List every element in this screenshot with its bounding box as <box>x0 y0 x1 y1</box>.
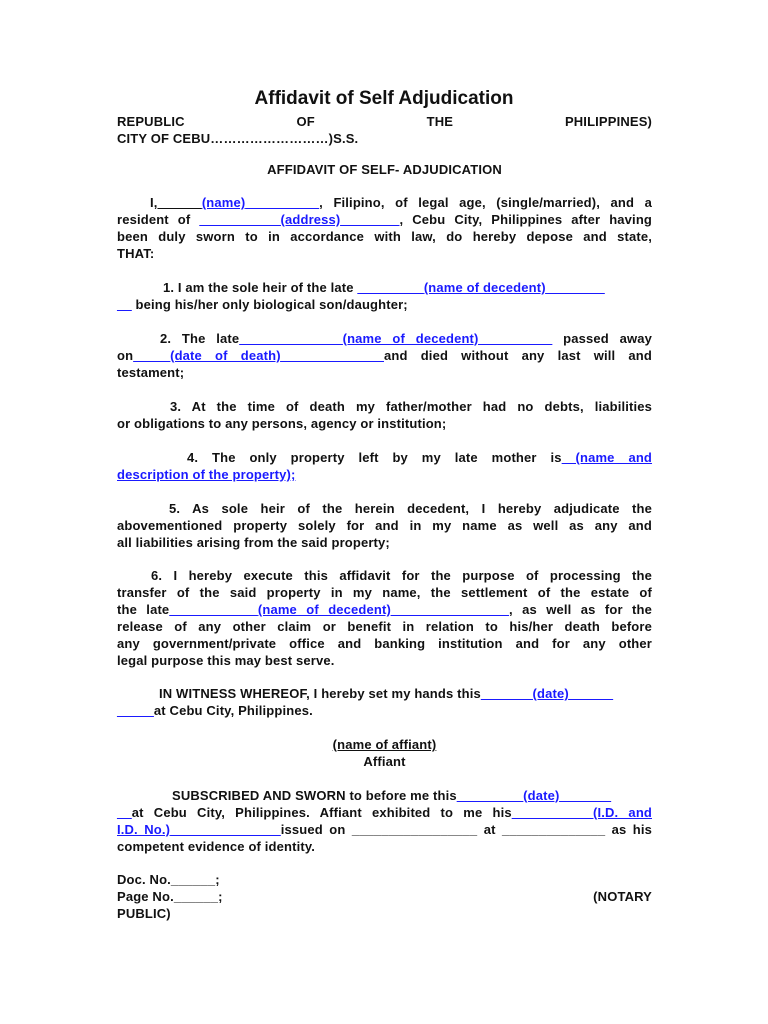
notary-label: (NOTARY <box>593 889 652 904</box>
decedent-fill: (name of decedent) <box>423 280 546 295</box>
date-of-death-fill: (date of death) <box>170 348 281 363</box>
address-fill: (address) <box>280 212 341 227</box>
page-no: Page No.______; <box>117 889 223 904</box>
name-fill: (name) <box>201 195 246 210</box>
decedent-fill: (name of decedent) <box>342 331 479 346</box>
affiant-name: (name of affiant) <box>332 737 437 752</box>
intro-line-1: I,______(name)__________, Filipino, of legal age, (single/married), and a <box>150 195 652 210</box>
doc-no: Doc. No.______; <box>117 872 220 887</box>
id-fill: (I.D. and <box>592 805 652 820</box>
paragraph-6: 6. I hereby execute this affidavit for the purpose of processing the transfer of the said property in my name, the settlement of the estate of the late____________(name of decedent)________________, as well as for the release of any other claim or benefit in relation to his/her death before any government/private office and banking institution and for any other legal purpose this may best serve. <box>117 568 652 668</box>
jurat-paragraph: SUBSCRIBED AND SWORN to before me this_________(date)_______ __at Cebu City, Philippines. Affiant exhibited to me his___________(I.D. and I.D. No.)_______________issued on _________________ at ______________ as his competent evidence of identity. <box>117 788 653 854</box>
notary-public: PUBLIC) <box>117 906 171 921</box>
property-fill: (name and <box>561 450 653 465</box>
intro-paragraph <box>117 194 652 262</box>
venue-city-line: CITY OF CEBU………………………)S.S. <box>117 131 359 146</box>
witness-paragraph: IN WITNESS WHEREOF, I hereby set my hands this_______(date)______ _____at Cebu City, Philippines. <box>117 686 614 718</box>
decedent-fill: (name of decedent) <box>257 602 391 617</box>
venue-word: OF <box>296 114 315 129</box>
venue-block <box>117 113 652 147</box>
paragraph-3: 3. At the time of death my father/mother had no debts, liabilities or obligations to any persons, agency or institution; <box>117 399 652 431</box>
affiant-label: Affiant <box>363 754 406 769</box>
paragraph-1: 1. I am the sole heir of the late _________(name of decedent)________ __ being his/her only biological son/daughter; <box>117 280 605 312</box>
section-heading: AFFIDAVIT OF SELF- ADJUDICATION <box>267 162 502 177</box>
paragraph-2: 2. The late______________(name of decedent)__________ passed away on_____(date of death)______________and died without any last will and testament; <box>117 331 652 380</box>
venue-word: THE <box>426 114 454 129</box>
venue-republic-line <box>117 113 652 130</box>
notary-block <box>117 871 652 922</box>
intro-line-4: THAT: <box>117 246 155 261</box>
intro-line-2: resident of ___________(address)________, Cebu City, Philippines after having <box>117 212 653 227</box>
intro-line-3: been duly sworn to in accordance with law, do hereby depose and state, <box>117 229 652 244</box>
paragraph-5: 5. As sole heir of the herein decedent, I hereby adjudicate the abovementioned property solely for and in my name as well as any and all liabilities arising from the said property; <box>117 501 652 550</box>
venue-word: REPUBLIC <box>117 114 185 129</box>
venue-word: PHILIPPINES) <box>564 114 652 129</box>
paragraph-4: 4. The only property left by my late mother is (name and description of the property); <box>117 450 653 482</box>
document-title: Affidavit of Self Adjudication <box>254 88 514 109</box>
witness-date-fill: (date) <box>532 686 569 701</box>
jurat-date-fill: (date) <box>523 788 560 803</box>
affiant-block <box>117 736 652 770</box>
